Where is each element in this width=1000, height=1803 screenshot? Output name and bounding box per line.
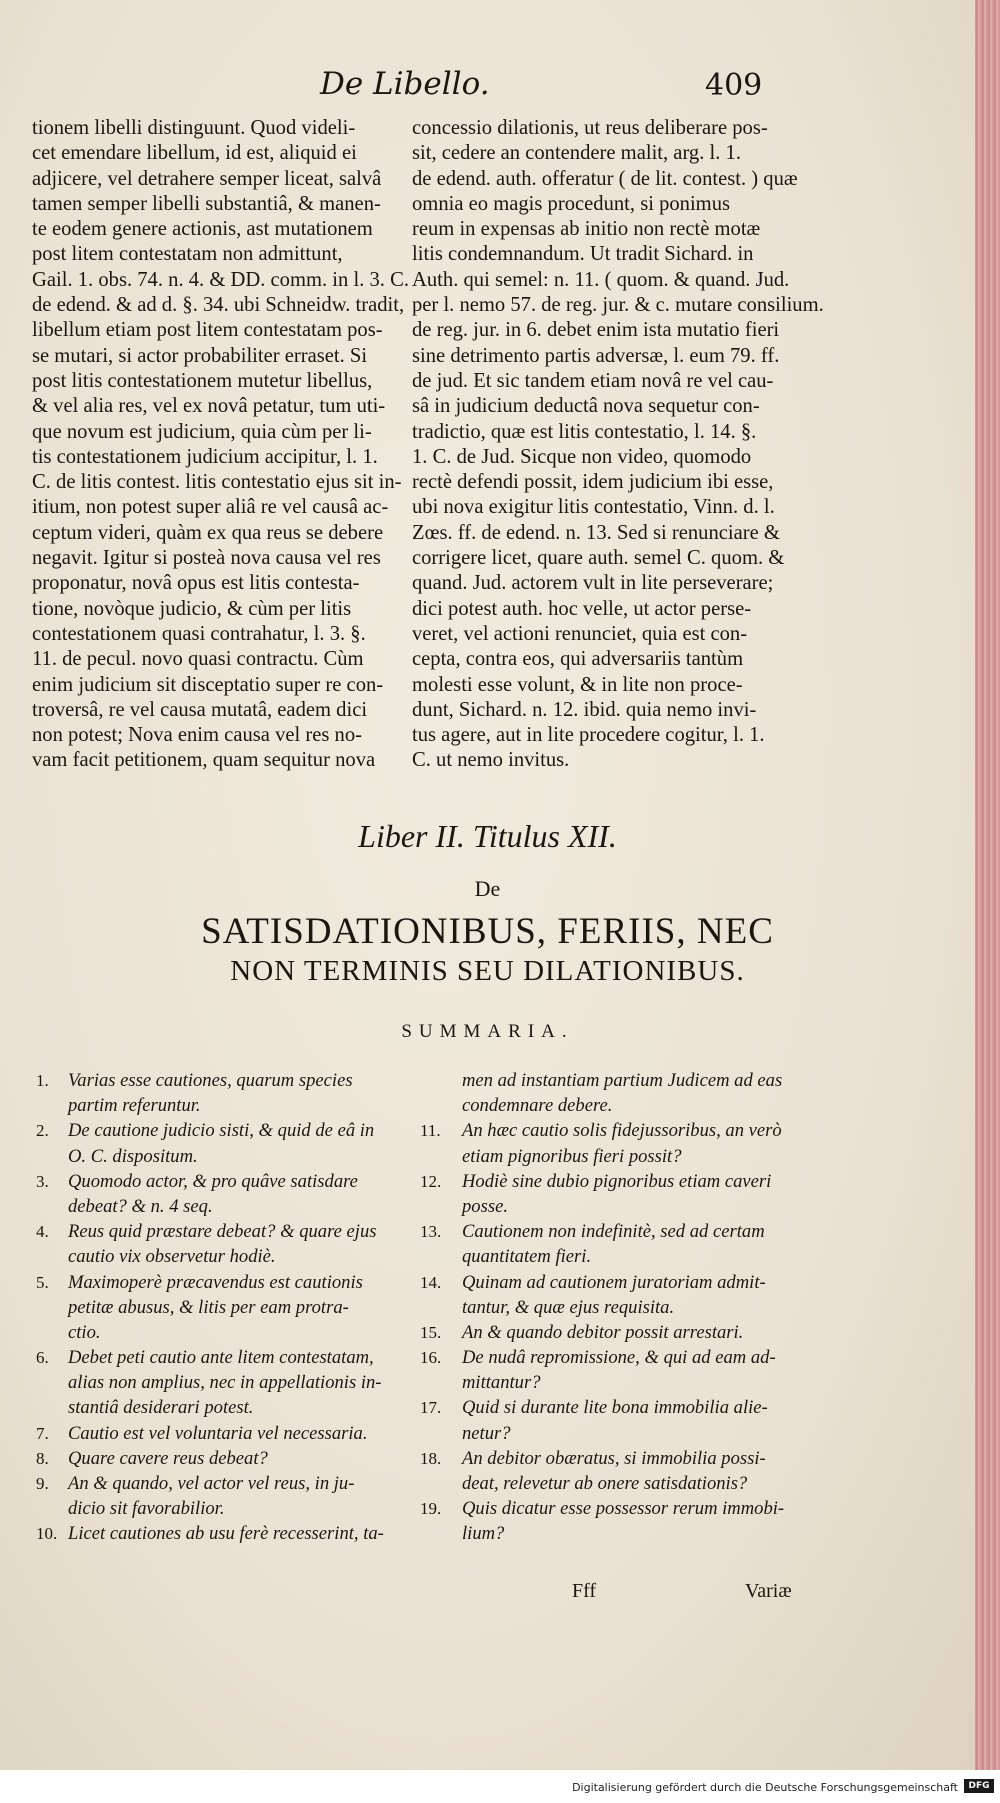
entry-line: petitæ abusus, & litis per eam protra- — [68, 1296, 349, 1318]
right-text-column — [412, 116, 824, 774]
text-line: corrigere licet, quare auth. semel C. quom. & — [412, 547, 785, 570]
text-line: Zœs. ff. de edend. n. 13. Sed si renunciare & — [412, 521, 780, 544]
entry-line: Quare cavere reus debeat? — [68, 1447, 268, 1469]
entry-line: dicio sit favorabilior. — [68, 1498, 225, 1520]
text-line: adjicere, vel detrahere semper liceat, salvâ — [32, 167, 382, 190]
summaria-entry — [36, 1471, 406, 1521]
entry-line: An & quando debitor possit arrestari. — [462, 1321, 744, 1343]
entry-line: An debitor obæratus, si immobilia possi- — [462, 1447, 766, 1469]
entry-line: An hæc cautio solis fidejussoribus, an verò — [462, 1120, 782, 1142]
text-line: de jud. Et sic tandem etiam novâ re vel cau- — [412, 369, 774, 392]
entry-line: Hodiè sine dubio pignoribus etiam caveri — [462, 1170, 772, 1192]
text-line: Gail. 1. obs. 74. n. 4. & DD. comm. in l. 3. C. — [32, 268, 409, 291]
entry-line: deat, relevetur ab onere satisdationis? — [462, 1473, 748, 1494]
text-line: de reg. jur. in 6. debet enim ista mutatio fieri — [412, 319, 780, 342]
text-line: dici potest auth. hoc velle, ut actor perse- — [412, 597, 752, 620]
summaria-entry — [36, 1169, 406, 1219]
de-heading: De — [474, 876, 501, 901]
summaria-entry — [36, 1219, 406, 1269]
entry-line: quantitatem fieri. — [462, 1246, 592, 1268]
text-line: post litis contestationem mutetur libellus, — [32, 369, 373, 392]
text-line: 1. C. de Jud. Sicque non video, quomodo — [412, 445, 752, 468]
summaria-right-column — [420, 1068, 810, 1547]
entry-line: Varias esse cautiones, quarum species — [68, 1070, 353, 1091]
text-line: omnia eo magis procedunt, si ponimus — [412, 192, 731, 215]
footer-text: Digitalisierung gefördert durch die Deutsche Forschungsgemeinschaft — [572, 1781, 958, 1794]
text-line: dunt, Sichard. n. 12. ibid. quia nemo invi- — [412, 698, 757, 721]
entry-number: 4. — [36, 1222, 49, 1242]
running-title: De Libello. — [320, 66, 490, 102]
text-line: litis condemnandum. Ut tradit Sichard. in — [412, 243, 754, 266]
entry-number: 7. — [36, 1423, 49, 1443]
summaria-entry — [36, 1446, 406, 1471]
text-line: per l. nemo 57. de reg. jur. & c. mutare consilium. — [412, 294, 824, 317]
summaria-entry — [36, 1421, 406, 1446]
text-line: C. ut nemo invitus. — [412, 749, 570, 772]
summaria-entry — [420, 1320, 810, 1345]
text-line: de edend. & ad d. §. 34. ubi Schneidw. tradit, — [32, 294, 405, 317]
text-line: te eodem genere actionis, ast mutationem — [32, 218, 373, 241]
text-line: contestationem quasi contrahatur, l. 3. §. — [32, 622, 366, 645]
signature-mark: Fff — [572, 1580, 597, 1602]
subject-heading-line2: NON TERMINIS SEU DILATIONIBUS. — [230, 955, 745, 987]
entry-line: Quinam ad cautionem juratoriam admit- — [462, 1271, 766, 1293]
entry-line: Licet cautiones ab usu ferè recesserint, ta- — [68, 1523, 384, 1545]
entry-number: 16. — [420, 1348, 442, 1368]
text-line: concessio dilationis, ut reus deliberare pos- — [412, 117, 768, 139]
summaria-entry — [420, 1068, 810, 1118]
entry-line: partim referuntur. — [68, 1095, 201, 1117]
summaria-entry — [36, 1118, 406, 1168]
entry-number: 1. — [36, 1071, 49, 1090]
entry-line: tantur, & quæ ejus requisita. — [462, 1296, 675, 1318]
text-line: negavit. Igitur si posteà nova causa vel res — [32, 547, 381, 570]
text-line: enim judicium sit disceptatio super re con- — [32, 673, 384, 696]
entry-number: 8. — [36, 1448, 49, 1468]
text-line: se mutari, si actor probabiliter erraset. Si — [32, 344, 368, 367]
entry-line: Quomodo actor, & pro quâve satisdare — [68, 1170, 358, 1192]
text-line: tradictio, quæ est litis contestatio, l. 14. §. — [412, 420, 757, 443]
summaria-entry — [420, 1219, 810, 1269]
text-line: post litem contestatam non admittunt, — [32, 243, 343, 266]
text-line: tione, novòque judicio, & cùm per litis — [32, 597, 352, 620]
text-line: sit, cedere an contendere malit, arg. l. 1. — [412, 142, 741, 165]
text-line: tionem libelli distinguunt. Quod videli- — [32, 117, 356, 139]
text-line: tus agere, aut in lite procedere cogitur, l. 1. — [412, 724, 765, 747]
entry-line: posse. — [462, 1195, 508, 1217]
text-line: cet emendare libellum, id est, aliquid ei — [32, 142, 357, 165]
entry-line: De nudâ repromissione, & qui ad eam ad- — [462, 1347, 776, 1369]
entry-line: debeat? & n. 4 seq. — [68, 1195, 213, 1217]
entry-number: 19. — [420, 1499, 442, 1519]
entry-line: condemnare debere. — [462, 1095, 613, 1117]
entry-line: Quis dicatur esse possessor rerum immobi- — [462, 1498, 785, 1520]
text-line: 11. de pecul. novo quasi contractu. Cùm — [32, 648, 364, 671]
entry-line: Quid si durante lite bona immobilia alie- — [462, 1397, 768, 1419]
summaria-entry — [420, 1270, 810, 1320]
text-line: proponatur, novâ opus est litis contesta- — [32, 572, 360, 595]
entry-number: 12. — [420, 1171, 442, 1191]
book-title-heading: Liber II. Titulus XII. — [358, 818, 617, 854]
summaria-entry — [36, 1068, 406, 1118]
text-line: tis contestationem judicium accipitur, l. 1. — [32, 445, 378, 468]
catchword: Variæ — [745, 1580, 792, 1602]
entry-number: 3. — [36, 1171, 49, 1191]
text-line: de edend. auth. offeratur ( de lit. contest. ) quæ — [412, 167, 798, 190]
entry-number: 14. — [420, 1272, 442, 1292]
text-line: sâ in judicium deductâ nova sequetur con- — [412, 395, 760, 418]
running-head — [0, 62, 975, 112]
entry-line: Cautio est vel voluntaria vel necessaria. — [68, 1422, 368, 1444]
entry-line: Debet peti cautio ante litem contestatam, — [68, 1347, 374, 1369]
text-line: Auth. qui semel: n. 11. ( quom. & quand. Jud. — [412, 268, 790, 291]
summaria-entry — [36, 1345, 406, 1421]
dfg-logo-icon: DFG — [964, 1779, 994, 1793]
text-line: molesti esse volunt, & in lite non proce- — [412, 673, 743, 696]
text-line: itium, non potest super aliâ re vel causâ ac- — [32, 496, 389, 519]
text-line: ubi nova exigitur litis contestatio, Vinn. d. l. — [412, 496, 775, 519]
entry-line: De cautione judicio sisti, & quid de eâ in — [68, 1120, 375, 1142]
text-line: rectè defendi possit, idem judicium ibi esse, — [412, 471, 774, 494]
entry-line: netur? — [462, 1422, 511, 1444]
entry-line: mittantur? — [462, 1372, 541, 1394]
entry-line: etiam pignoribus fieri possit? — [462, 1145, 682, 1167]
page-number: 409 — [705, 68, 763, 103]
text-line: vam facit petitionem, quam sequitur nova — [32, 749, 376, 772]
text-line: veret, vel actioni renunciet, quia est con- — [412, 622, 748, 645]
entry-line: lium? — [462, 1523, 505, 1545]
entry-line: O. C. dispositum. — [68, 1145, 198, 1167]
entry-line: men ad instantiam partium Judicem ad eas — [462, 1070, 783, 1091]
summaria-entry — [420, 1169, 810, 1219]
text-line: C. de litis contest. litis contestatio ejus sit in- — [32, 471, 402, 494]
text-line: troversâ, re vel causa mutatâ, eadem dici — [32, 698, 368, 721]
entry-line: alias non amplius, nec in appellationis in- — [68, 1372, 382, 1394]
text-line: que novum est judicium, quia cùm per li- — [32, 420, 372, 443]
text-line: quand. Jud. actorem vult in lite perseverare; — [412, 572, 774, 595]
digitization-footer — [0, 1770, 1000, 1803]
summaria-entry — [420, 1345, 810, 1395]
text-line: tamen semper libelli substantiâ, & manen- — [32, 192, 381, 215]
entry-line: Maximoperè præcavendus est cautionis — [68, 1271, 363, 1293]
summaria-entry — [36, 1521, 406, 1546]
summaria-left-column — [36, 1068, 406, 1547]
entry-number: 10. — [36, 1524, 58, 1544]
text-line: sine detrimento partis adversæ, l. eum 79. ff. — [412, 344, 780, 367]
text-line: ceptum videri, quàm ex qua reus se debere — [32, 521, 384, 544]
entry-number: 2. — [36, 1121, 49, 1141]
text-line: reum in expensas ab initio non rectè motæ — [412, 218, 761, 241]
text-line: & vel alia res, vel ex novâ petatur, tum uti- — [32, 395, 386, 418]
entry-line: cautio vix observetur hodiè. — [68, 1246, 276, 1268]
summaria-entry — [420, 1395, 810, 1445]
text-line: cepta, contra eos, qui adversariis tantùm — [412, 648, 744, 671]
summaria-entry — [420, 1496, 810, 1546]
entry-number: 17. — [420, 1398, 442, 1418]
text-line: non potest; Nova enim causa vel res no- — [32, 724, 362, 747]
entry-line: stantiâ desiderari potest. — [68, 1397, 254, 1419]
entry-line: Reus quid præstare debeat? & quare ejus — [68, 1221, 377, 1243]
summaria-entry — [420, 1446, 810, 1496]
entry-number: 5. — [36, 1272, 49, 1292]
summaria-heading: SUMMARIA. — [401, 1021, 574, 1042]
summaria-entry — [36, 1270, 406, 1346]
text-line: libellum etiam post litem contestatam pos- — [32, 319, 383, 342]
entry-number: 18. — [420, 1448, 442, 1468]
entry-line: Cautionem non indefinitè, sed ad certam — [462, 1221, 765, 1243]
entry-line: ctio. — [68, 1321, 101, 1343]
summaria-entry — [420, 1118, 810, 1168]
entry-number: 6. — [36, 1348, 49, 1368]
entry-number: 13. — [420, 1222, 442, 1242]
entry-line: An & quando, vel actor vel reus, in ju- — [68, 1473, 355, 1494]
subject-heading-line1: SATISDATIONIBUS, FERIIS, NEC — [201, 911, 774, 952]
entry-number: 11. — [420, 1121, 441, 1141]
page-edge — [975, 0, 1000, 1770]
entry-number: 9. — [36, 1474, 49, 1493]
entry-number: 15. — [420, 1322, 442, 1342]
left-text-column — [32, 116, 409, 774]
